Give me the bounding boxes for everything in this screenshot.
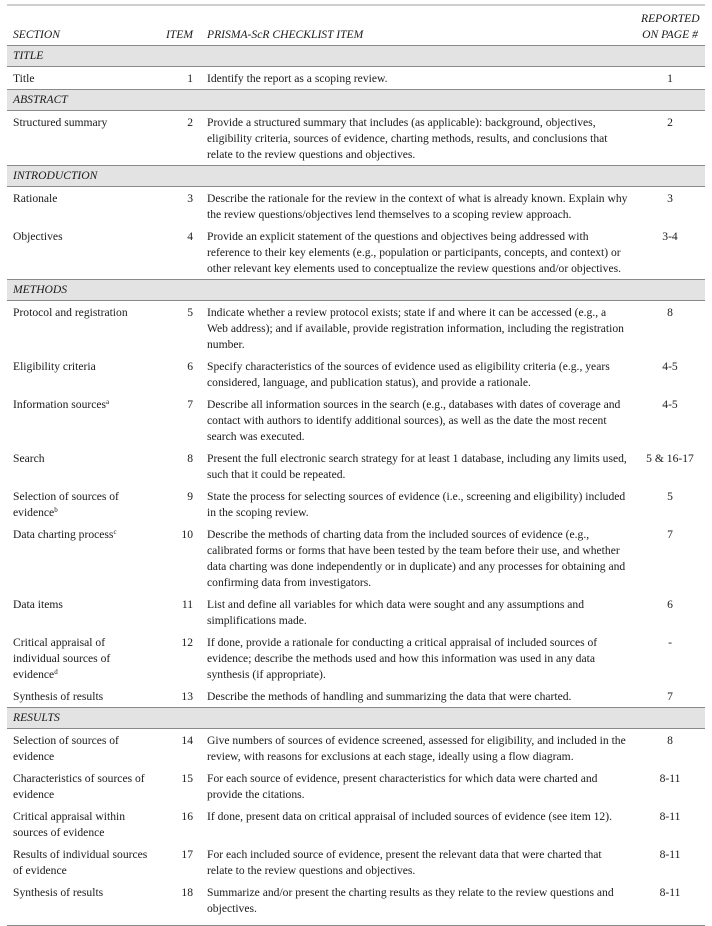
checklist-item-description: Present the full electronic search strategy for at least 1 database, including any limits used, such that it could be repeated. (207, 452, 627, 481)
item-number: 14 (181, 734, 193, 747)
section-label: Objectives (13, 230, 63, 243)
section-heading: METHODS (7, 280, 705, 301)
section-cell (7, 593, 157, 631)
section-row-results (7, 708, 705, 729)
item-number: 2 (187, 116, 193, 129)
table-row (7, 767, 705, 805)
reported-page: 8-11 (635, 881, 705, 926)
item-number: 9 (187, 490, 193, 503)
header-reported-line1: REPORTED (641, 12, 700, 25)
section-label: Results of individual sources of evidence (13, 848, 148, 877)
reported-page: 3 (667, 192, 673, 205)
section-heading: RESULTS (7, 708, 705, 729)
checklist-item-description: List and define all variables for which data were sought and any assumptions and simplifications made. (207, 598, 585, 627)
header-item: ITEM (157, 8, 197, 46)
footnote-marker: d (54, 668, 58, 676)
item-number: 16 (181, 810, 193, 823)
section-heading: ABSTRACT (7, 90, 705, 111)
table-row (7, 485, 705, 523)
section-cell (7, 187, 157, 226)
header-reported-on-page (635, 8, 705, 46)
checklist-item-description: State the process for selecting sources of evidence (i.e., screening and eligibility) included in the scoping review. (207, 490, 626, 519)
section-label: Eligibility criteria (13, 360, 96, 373)
item-number: 18 (157, 881, 197, 926)
section-cell (7, 225, 157, 280)
reported-page: 3-4 (662, 230, 678, 243)
section-label: Search (13, 452, 45, 465)
section-cell (7, 355, 157, 393)
checklist-item-description: For each source of evidence, present characteristics for which data were charted and provide the citations. (207, 772, 598, 801)
reported-page: 5 (667, 490, 673, 503)
reported-page: 7 (667, 690, 673, 703)
footnote-marker: c (113, 528, 117, 536)
item-number: 17 (181, 848, 193, 861)
table-row (7, 301, 705, 356)
section-cell (7, 447, 157, 485)
section-label: Selection of sources of evidence (13, 490, 119, 519)
header-section: SECTION (7, 8, 157, 46)
section-label: Selection of sources of evidence (13, 734, 119, 763)
table-row (7, 111, 705, 166)
header-checklist-item: PRISMA-ScR CHECKLIST ITEM (197, 8, 635, 46)
reported-page: 8 (667, 734, 673, 747)
section-label: Title (13, 72, 35, 85)
checklist-item-description: For each included source of evidence, present the relevant data that were charted that relate to the review questions and objectives. (207, 848, 602, 877)
top-rule (7, 4, 705, 6)
item-number: 8 (187, 452, 193, 465)
section-cell (7, 301, 157, 356)
section-cell (7, 485, 157, 523)
checklist-item-description: If done, provide a rationale for conducting a critical appraisal of included sources of evidence; describe the methods used and how this information was used in any data synthesis (if appropriate). (207, 636, 598, 681)
reported-page: 8-11 (659, 848, 681, 861)
table-row (7, 805, 705, 843)
section-label: Structured summary (13, 116, 108, 129)
section-cell (7, 805, 157, 843)
section-label: Critical appraisal within sources of evidence (13, 810, 126, 839)
section-cell (7, 729, 157, 768)
table-row (7, 685, 705, 708)
item-number: 1 (187, 72, 193, 85)
reported-page: 4-5 (662, 360, 678, 373)
reported-page: 2 (667, 116, 673, 129)
checklist-item-description: Describe the methods of charting data from the included sources of evidence (e.g., calibrated forms or forms that have been tested by the team before their use, and whether data charting was done independently or in duplicate) and any processes for obtaining and confirming data from investigators. (207, 528, 626, 589)
table-row (7, 843, 705, 881)
section-heading: TITLE (7, 46, 705, 67)
section-cell (7, 685, 157, 708)
checklist-item-description: Give numbers of sources of evidence screened, assessed for eligibility, and included in the review, with reasons for exclusions at each stage, ideally using a flow diagram. (207, 734, 626, 763)
checklist-item-description: Describe the rationale for the review in the context of what is already known. Explain why the review questions/objectives lend themselves to a scoping review approach. (207, 192, 628, 221)
section-label: Rationale (13, 192, 58, 205)
checklist-item-description: If done, present data on critical appraisal of included sources of evidence (see item 12). (207, 810, 612, 823)
footnote-marker: a (106, 398, 110, 406)
footnote-marker: b (54, 506, 58, 514)
item-number: 4 (187, 230, 193, 243)
section-label: Protocol and registration (13, 306, 128, 319)
section-label: Information sources (13, 398, 107, 411)
section-cell (7, 843, 157, 881)
section-cell (7, 393, 157, 447)
section-row-introduction (7, 166, 705, 187)
reported-page: 7 (667, 528, 673, 541)
table-row (7, 593, 705, 631)
header-row (7, 8, 705, 46)
item-number: 3 (187, 192, 193, 205)
reported-page: 4-5 (662, 398, 678, 411)
section-label: Synthesis of results (13, 690, 104, 703)
section-cell (7, 767, 157, 805)
item-number: 6 (187, 360, 193, 373)
table-row (7, 523, 705, 593)
item-number: 13 (181, 690, 193, 703)
table-row (7, 67, 705, 90)
reported-page: 5 & 16-17 (646, 452, 694, 465)
section-label: Data charting process (13, 528, 114, 541)
reported-page: 1 (667, 72, 673, 85)
table-row (7, 225, 705, 280)
checklist-item-description: Provide an explicit statement of the questions and objectives being addressed with reference to their key elements (e.g., population or participants, concepts, and context) or other relevant key elements used to conceptualize the review questions and/or objectives. (207, 230, 622, 275)
item-number: 7 (187, 398, 193, 411)
section-cell (7, 67, 157, 90)
table-row (7, 355, 705, 393)
header-reported-line2: ON PAGE # (642, 28, 698, 41)
item-number: 10 (181, 528, 193, 541)
section-heading: INTRODUCTION (7, 166, 705, 187)
table-row (7, 393, 705, 447)
reported-page: 8-11 (659, 772, 681, 785)
table-row (7, 187, 705, 226)
checklist-item-description: Provide a structured summary that includes (as applicable): background, objectives, eligibility criteria, sources of evidence, charting methods, results, and conclusions that relate to the review questions and objectives. (207, 116, 608, 161)
item-number: 15 (181, 772, 193, 785)
table-row (7, 631, 705, 685)
checklist-item-description: Describe all information sources in the search (e.g., databases with dates of coverage and contact with authors to identify additional sources), as well as the date the most recent search was executed. (207, 398, 621, 443)
item-number: 11 (181, 598, 193, 611)
table-body (7, 46, 705, 926)
section-row-title (7, 46, 705, 67)
section-row-methods (7, 280, 705, 301)
table-row (7, 447, 705, 485)
section-label: Critical appraisal of individual sources of evidence (13, 636, 111, 681)
item-number: 5 (187, 306, 193, 319)
reported-page: 6 (667, 598, 673, 611)
table-row (7, 729, 705, 768)
prisma-scr-checklist-table (7, 8, 705, 926)
section-label: Synthesis of results (13, 886, 104, 899)
reported-page: - (668, 636, 672, 649)
checklist-item-description: Describe the methods of handling and summarizing the data that were charted. (207, 690, 572, 703)
checklist-item-description: Summarize and/or present the charting results as they relate to the review questions and objectives. (197, 881, 635, 926)
checklist-item-description: Specify characteristics of the sources of evidence used as eligibility criteria (e.g., years considered, language, and publication status), and provide a rationale. (207, 360, 610, 389)
checklist-item-description: Indicate whether a review protocol exists; state if and where it can be accessed (e.g., a Web address); and if available, provide registration information, including the registration number. (207, 306, 624, 351)
reported-page: 8-11 (659, 810, 681, 823)
section-cell (7, 523, 157, 593)
section-label: Data items (13, 598, 63, 611)
section-cell (7, 631, 157, 685)
table-row (7, 881, 705, 926)
item-number: 12 (181, 636, 193, 649)
reported-page: 8 (667, 306, 673, 319)
section-row-abstract (7, 90, 705, 111)
section-cell (7, 881, 157, 926)
checklist-item-description: Identify the report as a scoping review. (207, 72, 388, 85)
section-label: Characteristics of sources of evidence (13, 772, 145, 801)
section-cell (7, 111, 157, 166)
